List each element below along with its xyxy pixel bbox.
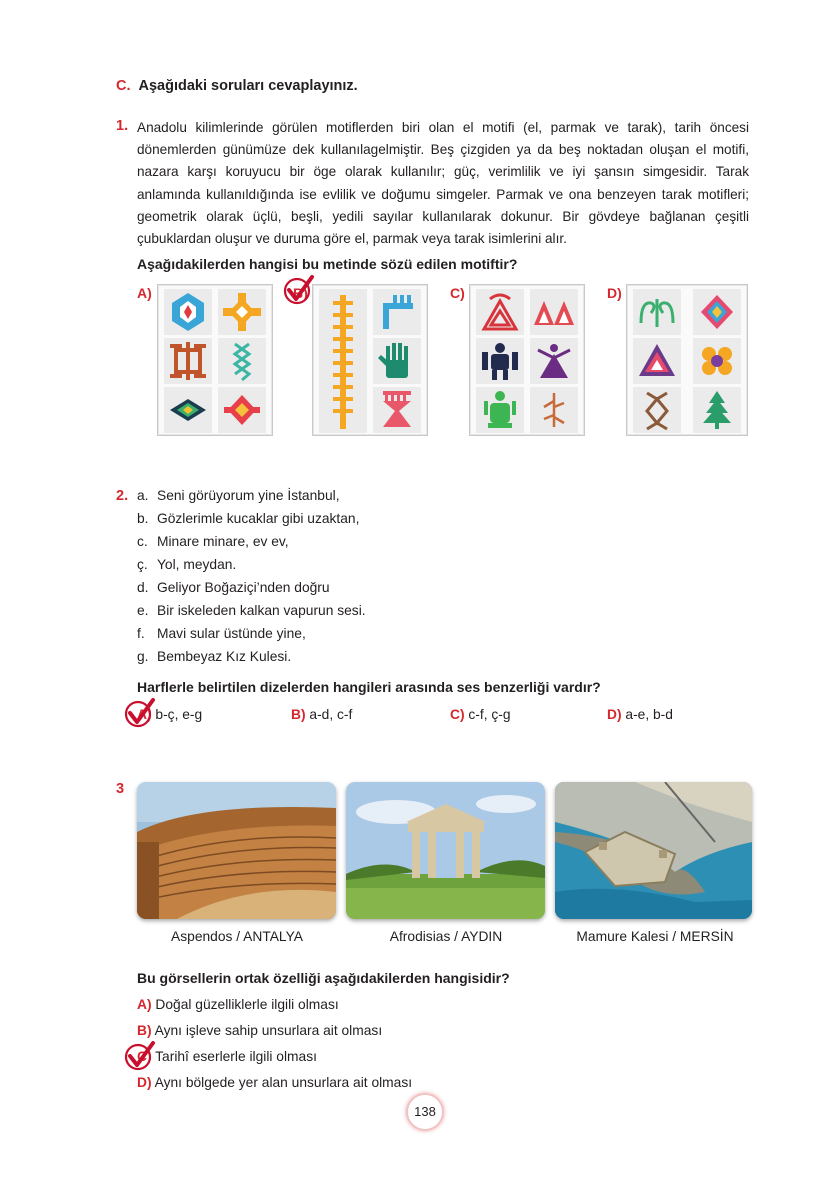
section-heading [116, 78, 358, 94]
answer-text: a-e, b-d [625, 707, 673, 722]
figure-icon [476, 338, 524, 384]
poem-line-c [137, 534, 289, 549]
motif-d4 [693, 338, 741, 384]
motif-c1 [476, 289, 524, 335]
poem-line-key: e. [137, 603, 149, 618]
tree-branch-icon [530, 387, 578, 433]
poem-line-e [137, 603, 366, 618]
motif-d5 [633, 387, 681, 433]
motif-d2 [693, 289, 741, 335]
comb-hourglass-icon [373, 387, 421, 433]
motif-a2 [218, 289, 266, 335]
q2-answer-check-icon [123, 696, 157, 730]
answer-key: C) [137, 1049, 152, 1064]
poem-line-text: Geliyor Boğaziçi’nden doğru [157, 580, 330, 595]
q1-option-d-panel[interactable] [626, 284, 748, 436]
poem-line-key: g. [137, 649, 149, 664]
caption-aspendos: Aspendos / ANTALYA [171, 929, 303, 944]
answer-text: c-f, ç-g [468, 707, 511, 722]
answer-text: b-ç, e-g [155, 707, 203, 722]
kilim-star-diamond-icon [693, 289, 741, 335]
q1-option-c-label[interactable]: C) [450, 285, 465, 301]
answer-key: A) [137, 707, 152, 722]
kilim-star-icon [218, 289, 266, 335]
answer-key: A) [137, 997, 152, 1012]
motif-d6 [693, 387, 741, 433]
kilim-scorpion-icon [633, 387, 681, 433]
answer-key: C) [450, 707, 465, 722]
kilim-chain-icon [218, 338, 266, 384]
motif-a5 [164, 387, 212, 433]
poem-line-f [137, 626, 306, 641]
motif-c2 [530, 289, 578, 335]
q2-answer-d[interactable] [607, 707, 673, 722]
motif-d1 [633, 289, 681, 335]
ram-horn-icon [633, 289, 681, 335]
poem-line-key: b. [137, 511, 149, 526]
photo-mamure-kalesi [555, 782, 752, 919]
q1-question: Aşağıdakilerden hangisi bu metinde sözü edilen motiftir? [137, 256, 518, 272]
motif-c3 [476, 338, 524, 384]
poem-line-a [137, 488, 340, 503]
motif-a4 [218, 338, 266, 384]
answer-key: D) [607, 707, 622, 722]
q1-option-c-panel[interactable] [469, 284, 585, 436]
q1-answer-check-icon [282, 273, 316, 307]
q3-answer-d[interactable] [137, 1075, 412, 1090]
kilim-diamond-icon [164, 387, 212, 433]
motif-b4 [373, 387, 421, 433]
answer-key: D) [137, 1075, 152, 1090]
poem-line-key: c. [137, 534, 148, 549]
q3-answer-b[interactable] [137, 1023, 382, 1038]
motif-c6 [530, 387, 578, 433]
answer-text: Doğal güzelliklerle ilgili olması [155, 997, 339, 1012]
motif-b2 [373, 289, 421, 335]
poem-line-key: d. [137, 580, 149, 595]
poem-line-b [137, 511, 359, 526]
motif-a6 [218, 387, 266, 433]
poem-line-text: Bir iskeleden kalkan vapurun sesi. [157, 603, 366, 618]
comb-column-icon [319, 289, 367, 433]
tree-of-life-icon [693, 387, 741, 433]
hand-icon [373, 338, 421, 384]
poem-line-text: Seni görüyorum yine İstanbul, [157, 488, 340, 503]
elibelinde-icon [476, 387, 524, 433]
dancer-icon [530, 338, 578, 384]
kilim-rosette-icon [693, 338, 741, 384]
poem-line-text: Gözlerimle kucaklar gibi uzaktan, [157, 511, 360, 526]
page-number: 138 [406, 1093, 444, 1131]
answer-text: Tarihî eserlerle ilgili olması [155, 1049, 317, 1064]
poem-line-key: a. [137, 488, 149, 503]
photo-aspendos [137, 782, 336, 919]
kilim-flower-icon [218, 387, 266, 433]
kilim-pyramid-icon [633, 338, 681, 384]
poem-line-text: Minare minare, ev ev, [157, 534, 289, 549]
section-title: Aşağıdaki soruları cevaplayınız. [138, 78, 358, 94]
q3-number: 3 [116, 781, 125, 797]
q2-number: 2. [116, 488, 129, 504]
caption-mamure-kalesi: Mamure Kalesi / MERSİN [576, 929, 734, 944]
answer-text: Aynı bölgede yer alan unsurlara ait olması [154, 1075, 413, 1090]
q1-number: 1. [116, 118, 129, 134]
q2-question: Harflerle belirtilen dizelerden hangileri arasında ses benzerliği vardır? [137, 679, 601, 695]
answer-text: a-d, c-f [309, 707, 353, 722]
motif-c5 [476, 387, 524, 433]
answer-text: Aynı işleve sahip unsurlara ait olması [154, 1023, 383, 1038]
answer-key: B) [137, 1023, 152, 1038]
motif-a3 [164, 338, 212, 384]
kilim-hook-icon [164, 338, 212, 384]
kilim-triangle-icon [476, 289, 524, 335]
section-letter: C. [116, 78, 131, 94]
poem-line-cc [137, 557, 236, 572]
poem-line-text: Bembeyaz Kız Kulesi. [157, 649, 292, 664]
q1-option-d-label[interactable]: D) [607, 285, 622, 301]
motif-c4 [530, 338, 578, 384]
kilim-tents-icon [530, 289, 578, 335]
q3-question: Bu görsellerin ortak özelliği aşağıdakilerden hangisidir? [137, 970, 510, 986]
q1-paragraph: Anadolu kilimlerinde görülen motiflerden biri olan el motifi (el, parmak ve tarak), tarih öncesi dönemlerden günümüze dek kullanılagelmiştir. Beş çizgiden ya da beş noktadan oluşan el motifi, nazara karşı koruyucu bir öge olarak kullanılır; güç, verimlilik ve iyi şansın simgesidir. Tarak anlamında kullanıldığında ise evlilik ve doğumu simgeler. Parmak ve ona benzeyen tarak motifleri; geometrik olarak üçlü, beşli, yedili sayılar kullanılarak dokunur. Bir gövdeye bağlanan çeşitli çubuklardan oluşur ve duruma göre el, parmak veya tarak isimlerini alır. [137, 120, 749, 247]
motif-b1 [319, 289, 367, 433]
photo-afrodisias [346, 782, 545, 919]
q3-answer-a[interactable] [137, 997, 339, 1012]
q1-option-b-label[interactable]: B) [293, 285, 308, 301]
comb-icon [373, 289, 421, 335]
answer-key: B) [291, 707, 306, 722]
q1-option-b-panel[interactable] [312, 284, 428, 436]
poem-line-d [137, 580, 330, 595]
poem-line-key: f. [137, 626, 145, 641]
poem-line-text: Mavi sular üstünde yine, [157, 626, 306, 641]
kilim-hexagon-icon [164, 289, 212, 335]
q1-option-a-panel[interactable] [157, 284, 273, 436]
q3-answer-c[interactable] [137, 1049, 317, 1064]
motif-d3 [633, 338, 681, 384]
motif-b3 [373, 338, 421, 384]
q2-answer-c[interactable] [450, 707, 511, 722]
q3-answer-check-icon [123, 1039, 157, 1073]
motif-a1 [164, 289, 212, 335]
poem-line-key: ç. [137, 557, 148, 572]
caption-afrodisias: Afrodisias / AYDIN [389, 929, 503, 944]
poem-line-g [137, 649, 291, 664]
poem-line-text: Yol, meydan. [157, 557, 237, 572]
q1-option-a-label[interactable]: A) [137, 285, 152, 301]
q2-answer-b[interactable] [291, 707, 352, 722]
